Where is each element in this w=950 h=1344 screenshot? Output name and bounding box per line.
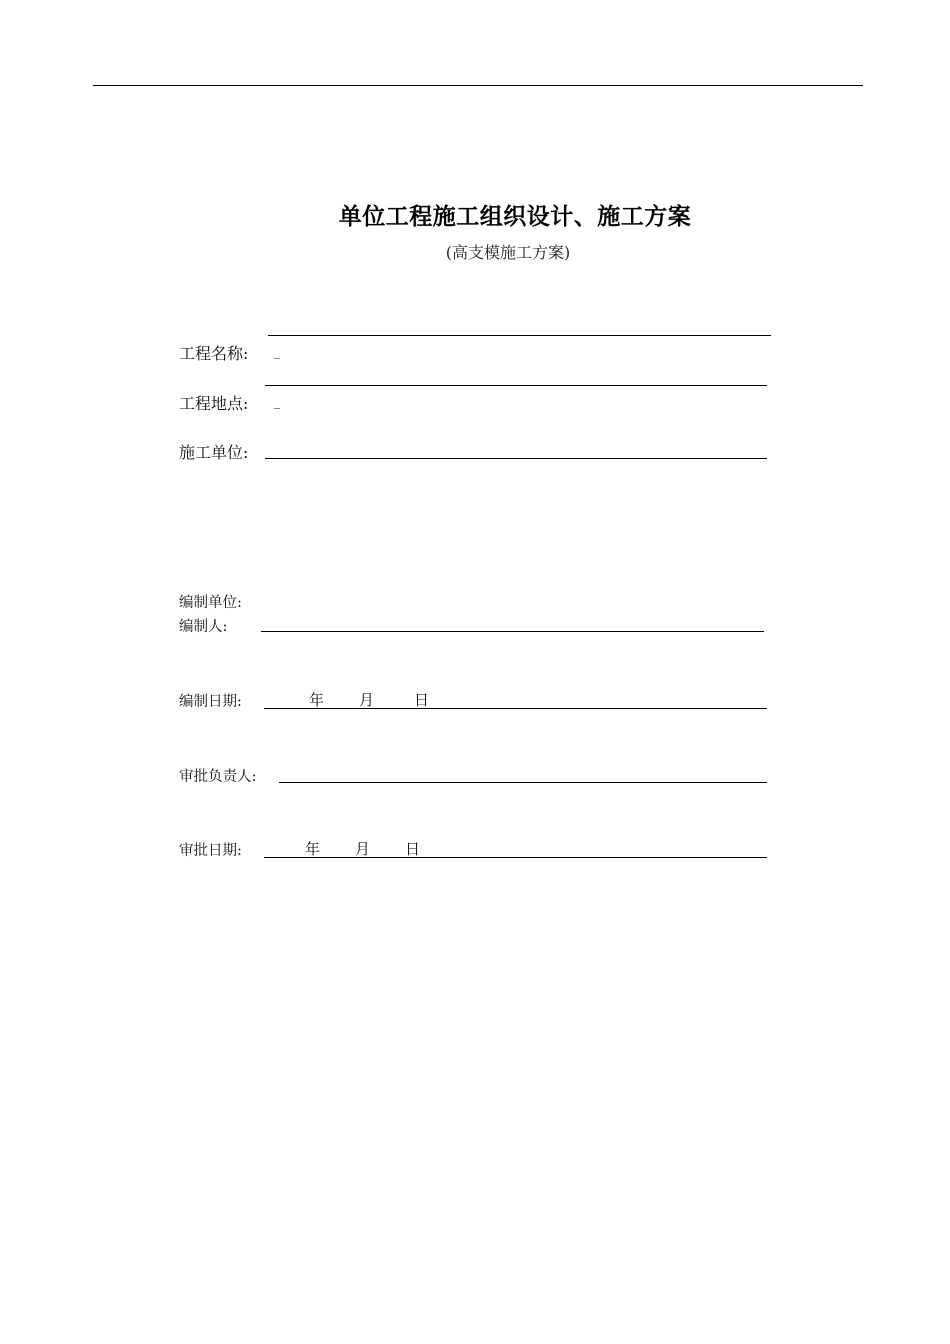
project-location-label: 工程地点: xyxy=(179,394,249,413)
header-rule xyxy=(93,85,863,86)
project-name-field[interactable] xyxy=(268,335,771,336)
approval-person-label: 审批负责人: xyxy=(179,769,257,785)
prep-date-year: 年 xyxy=(309,691,325,709)
document-title: 单位工程施工组织设计、施工方案 xyxy=(338,204,692,230)
prep-person-label: 编制人: xyxy=(179,619,228,635)
construction-unit-label: 施工单位: xyxy=(179,443,249,462)
approval-person-field[interactable] xyxy=(279,782,767,783)
document-subtitle: (高支模施工方案) xyxy=(445,243,571,262)
construction-unit-field[interactable] xyxy=(265,458,767,459)
approval-date-label: 审批日期: xyxy=(179,843,242,859)
approval-date-field[interactable] xyxy=(264,857,767,858)
project-name-value: _ xyxy=(274,345,280,359)
project-name-label: 工程名称: xyxy=(179,344,249,363)
prep-date-day: 日 xyxy=(414,691,430,709)
prep-unit-label: 编制单位: xyxy=(179,595,242,611)
approval-date-month: 月 xyxy=(355,840,371,858)
approval-date-year: 年 xyxy=(305,840,321,858)
prep-date-month: 月 xyxy=(359,691,375,709)
project-location-value: _ xyxy=(274,395,280,409)
prep-person-field[interactable] xyxy=(261,631,764,632)
prep-date-field[interactable] xyxy=(264,708,767,709)
prep-date-label: 编制日期: xyxy=(179,694,242,710)
approval-date-day: 日 xyxy=(405,840,421,858)
project-location-field[interactable] xyxy=(265,385,767,386)
